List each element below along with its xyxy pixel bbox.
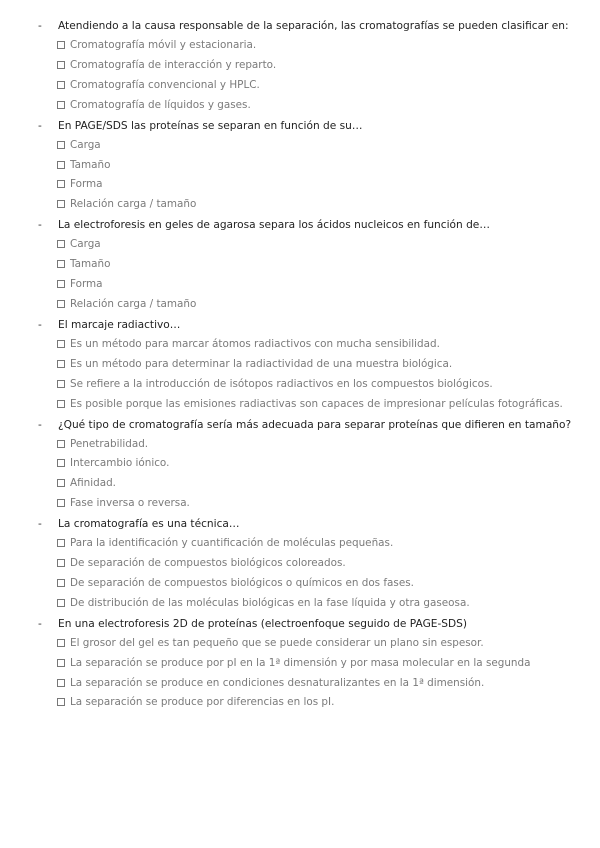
- option-label: Se refiere a la introducción de isótopos radiactivos en los compuestos biológicos.: [70, 377, 493, 390]
- checkbox-icon[interactable]: [57, 559, 65, 567]
- checkbox-icon[interactable]: [57, 280, 65, 288]
- option-list: [38, 435, 572, 515]
- answer-option[interactable]: [38, 693, 572, 713]
- bullet-dash: -: [38, 219, 42, 232]
- option-label: De separación de compuestos biológicos coloreados.: [70, 557, 346, 570]
- question-label: El marcaje radiactivo…: [58, 318, 181, 331]
- checkbox-icon[interactable]: [57, 579, 65, 587]
- option-label: Para la identificación y cuantificación de moléculas pequeñas.: [70, 537, 394, 550]
- question-list: [38, 16, 572, 713]
- question-text: [38, 614, 572, 634]
- checkbox-icon[interactable]: [57, 698, 65, 706]
- answer-option[interactable]: [38, 574, 572, 594]
- option-label: Carga: [70, 138, 101, 151]
- checkbox-icon[interactable]: [57, 200, 65, 208]
- option-label: Penetrabilidad.: [70, 437, 149, 450]
- checkbox-icon[interactable]: [57, 479, 65, 487]
- answer-option[interactable]: [38, 36, 572, 56]
- answer-option[interactable]: [38, 534, 572, 554]
- answer-option[interactable]: [38, 195, 572, 215]
- option-label: Cromatografía convencional y HPLC.: [70, 78, 260, 91]
- question-block: [38, 16, 572, 116]
- answer-option[interactable]: [38, 435, 572, 455]
- option-label: Cromatografía de líquidos y gases.: [70, 98, 251, 111]
- question-block: [38, 415, 572, 515]
- option-label: Forma: [70, 278, 103, 291]
- option-label: Fase inversa o reversa.: [70, 497, 190, 510]
- question-text: [38, 415, 572, 435]
- checkbox-icon[interactable]: [57, 499, 65, 507]
- option-label: Tamaño: [70, 258, 111, 271]
- question-text: [38, 315, 572, 335]
- answer-option[interactable]: [38, 654, 572, 674]
- question-label: Atendiendo a la causa responsable de la separación, las cromatografías se pueden clasificar en:: [58, 20, 569, 32]
- checkbox-icon[interactable]: [57, 440, 65, 448]
- checkbox-icon[interactable]: [57, 639, 65, 647]
- option-label: Es un método para marcar átomos radiactivos con mucha sensibilidad.: [70, 337, 440, 350]
- checkbox-icon[interactable]: [57, 61, 65, 69]
- option-list: [38, 235, 572, 315]
- answer-option[interactable]: [38, 375, 572, 395]
- answer-option[interactable]: [38, 76, 572, 96]
- answer-option[interactable]: [38, 255, 572, 275]
- bullet-dash: -: [38, 617, 42, 630]
- question-label: En una electroforesis 2D de proteínas (electroenfoque seguido de PAGE-SDS): [58, 617, 468, 630]
- option-label: La separación se produce por pI en la 1ª dimensión y por masa molecular en la segunda: [70, 656, 531, 669]
- option-label: Es un método para determinar la radiactividad de una muestra biológica.: [70, 357, 453, 370]
- checkbox-icon[interactable]: [57, 300, 65, 308]
- option-label: El grosor del gel es tan pequeño que se puede considerar un plano sin espesor.: [70, 636, 484, 649]
- question-text: [38, 16, 572, 36]
- question-block: [38, 514, 572, 614]
- answer-option[interactable]: [38, 335, 572, 355]
- bullet-dash: -: [38, 318, 42, 331]
- question-block: [38, 215, 572, 315]
- answer-option[interactable]: [38, 634, 572, 654]
- bullet-dash: -: [38, 518, 42, 531]
- answer-option[interactable]: [38, 156, 572, 176]
- checkbox-icon[interactable]: [57, 679, 65, 687]
- answer-option[interactable]: [38, 175, 572, 195]
- option-label: Es posible porque las emisiones radiactivas son capaces de impresionar películas fotográficas.: [70, 397, 563, 410]
- option-list: [38, 36, 572, 116]
- answer-option[interactable]: [38, 674, 572, 694]
- question-block: [38, 614, 572, 714]
- answer-option[interactable]: [38, 494, 572, 514]
- checkbox-icon[interactable]: [57, 459, 65, 467]
- checkbox-icon[interactable]: [57, 360, 65, 368]
- question-label: La cromatografía es una técnica…: [58, 518, 240, 531]
- checkbox-icon[interactable]: [57, 81, 65, 89]
- option-list: [38, 335, 572, 415]
- bullet-dash: -: [38, 418, 42, 431]
- answer-option[interactable]: [38, 554, 572, 574]
- answer-option[interactable]: [38, 96, 572, 116]
- checkbox-icon[interactable]: [57, 340, 65, 348]
- option-list: [38, 634, 572, 714]
- answer-option[interactable]: [38, 355, 572, 375]
- checkbox-icon[interactable]: [57, 380, 65, 388]
- option-label: Cromatografía de interacción y reparto.: [70, 58, 277, 71]
- answer-option[interactable]: [38, 275, 572, 295]
- question-label: ¿Qué tipo de cromatografía sería más adecuada para separar proteínas que difieren en tamaño?: [58, 418, 572, 431]
- checkbox-icon[interactable]: [57, 539, 65, 547]
- answer-option[interactable]: [38, 235, 572, 255]
- checkbox-icon[interactable]: [57, 260, 65, 268]
- option-list: [38, 534, 572, 614]
- checkbox-icon[interactable]: [57, 659, 65, 667]
- option-label: Forma: [70, 178, 103, 191]
- checkbox-icon[interactable]: [57, 41, 65, 49]
- question-label: La electroforesis en geles de agarosa separa los ácidos nucleicos en función de…: [58, 219, 490, 232]
- answer-option[interactable]: [38, 395, 572, 415]
- question-block: [38, 315, 572, 415]
- checkbox-icon[interactable]: [57, 599, 65, 607]
- bullet-dash: -: [38, 20, 42, 32]
- option-label: De distribución de las moléculas biológicas en la fase líquida y otra gaseosa.: [70, 596, 470, 609]
- checkbox-icon[interactable]: [57, 101, 65, 109]
- option-label: Carga: [70, 238, 101, 251]
- option-label: Intercambio iónico.: [70, 457, 170, 470]
- checkbox-icon[interactable]: [57, 141, 65, 149]
- question-text: [38, 215, 572, 235]
- option-label: Cromatografía móvil y estacionaria.: [70, 39, 257, 51]
- question-label: En PAGE/SDS las proteínas se separan en función de su…: [58, 119, 363, 132]
- option-list: [38, 136, 572, 216]
- option-label: Tamaño: [70, 158, 111, 171]
- option-label: Relación carga / tamaño: [70, 297, 197, 310]
- checkbox-icon[interactable]: [57, 161, 65, 169]
- option-label: La separación se produce en condiciones desnaturalizantes en la 1ª dimensión.: [70, 676, 485, 689]
- answer-option[interactable]: [38, 56, 572, 76]
- option-label: Afinidad.: [70, 477, 116, 490]
- option-label: De separación de compuestos biológicos o químicos en dos fases.: [70, 576, 414, 589]
- answer-option[interactable]: [38, 474, 572, 494]
- checkbox-icon[interactable]: [57, 240, 65, 248]
- answer-option[interactable]: [38, 454, 572, 474]
- question-text: [38, 514, 572, 534]
- checkbox-icon[interactable]: [57, 400, 65, 408]
- option-label: La separación se produce por diferencias en los pI.: [70, 696, 335, 709]
- checkbox-icon[interactable]: [57, 180, 65, 188]
- answer-option[interactable]: [38, 594, 572, 614]
- question-block: [38, 116, 572, 216]
- answer-option[interactable]: [38, 136, 572, 156]
- bullet-dash: -: [38, 119, 42, 132]
- question-text: [38, 116, 572, 136]
- answer-option[interactable]: [38, 295, 572, 315]
- option-label: Relación carga / tamaño: [70, 198, 197, 211]
